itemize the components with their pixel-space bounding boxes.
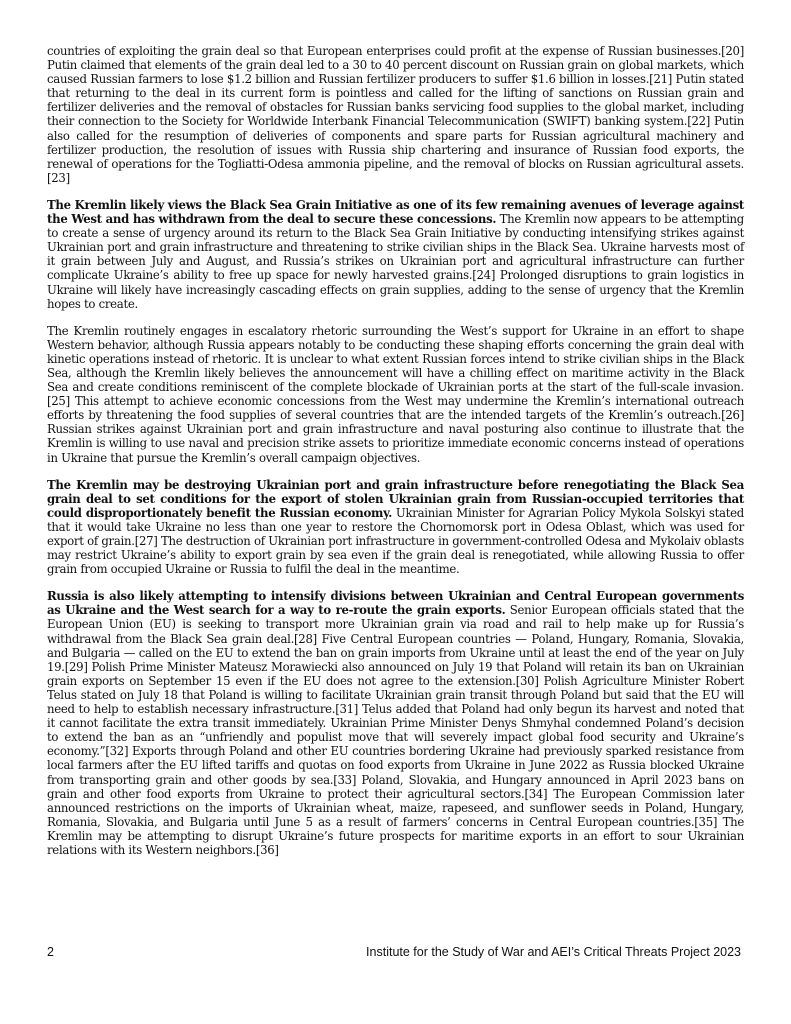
paragraph-text: The Kremlin now appears to be attempting to create a sense of urgency around its return to the Black Sea Grain Initiative by conducting intensifying strikes against Ukrainian port and grain infrastructure and threatening to strike civilian ships in the Black Sea. Ukraine harvests most of it grain between July and August, and Russia’s strikes on Ukrainian port and agricultural infrastructure can further complicate Ukraine’s ability to free up space for newly harvested grains.[24] Prolonged disruptions to grain logistics in Ukraine will likely have increasingly cascading effects on grain supplies, adding to the sense of urgency that the Kremlin hopes to create. — [47, 212, 744, 311]
paragraph-text: Ukrainian Minister for Agrarian Policy Mykola Solskyi stated that it would take Ukraine no less than one year to restore the Chornomorsk port in Odesa Oblast, which was used for export of grain.[27] The destruction of Ukrainian port infrastructure in government-controlled Odesa and Mykolaiv oblasts may restrict Ukraine’s ability to export grain by sea even if the grain deal is renegotiated, while allowing Russia to offer grain from occupied Ukraine or Russia to fulfil the deal in the meantime. — [47, 505, 744, 577]
body-text — [47, 44, 744, 870]
paragraph-text: countries of exploiting the grain deal so that European enterprises could profit at the expense of Russian businesses.[20] Putin claimed that elements of the grain deal led to a 30 to 40 percent discount on Russian grain on global markets, which caused Russian farmers to lose $1.2 billion and Russian fertilizer producers to suffer $1.6 billion in losses.[21] Putin stated that returning to the deal in its current form is pointless and called for the lifting of sanctions on Russian grain and fertilizer deliveries and the removal of obstacles for Russian banks servicing food supplies to the global market, including their connection to the Society for Worldwide Interbank Financial Telecommunication (SWIFT) banking system.[22] Putin also called for the resumption of deliveries of components and spare parts for Russian agricultural machinery and fertilizer production, the resolution of issues with Russia ship chartering and insurance of Russian food exports, the renewal of operations for the Togliatti-Odesa ammonia pipeline, and the removal of blocks on Russian agricultural assets.[23] — [47, 44, 744, 185]
paragraph-lead: The Kremlin may be destroying Ukrainian port and grain infrastructure before renegotiating the Black Sea grain deal to set conditions for the export of stolen Ukrainian grain from Russian-occupied territories that could disproportionately benefit the Russian economy. — [47, 477, 744, 520]
paragraph — [47, 44, 744, 185]
footer-text: Institute for the Study of War and AEI’s Critical Threats Project 2023 — [366, 945, 741, 959]
paragraph — [47, 589, 744, 857]
paragraph-lead: The Kremlin likely views the Black Sea Grain Initiative as one of its few remaining avenues of leverage against the West and has withdrawn from the deal to secure these concessions. — [47, 197, 744, 227]
paragraph-lead: Russia is also likely attempting to intensify divisions between Ukrainian and Central European governments as Ukraine and the West search for a way to re-route the grain exports. — [47, 589, 744, 618]
paragraph — [47, 478, 744, 577]
paragraph — [47, 198, 744, 311]
paragraph-text: Senior European officials stated that the European Union (EU) is seeking to transport more Ukrainian grain via road and rail to help make up for Russia’s withdrawal from the Black Sea grain deal.[28] Five Central European countries — Poland, Hungary, Romania, Slovakia, and Bulgaria — called on the EU to extend the ban on grain imports from Ukraine until at least the end of the year on July 19.[29] Polish Prime Minister Mateusz Morawiecki also announced on July 19 that Poland will retain its ban on Ukrainian grain exports on September 15 even if the EU does not agree to the extension.[30] Polish Agriculture Minister Robert Telus stated on July 18 that Poland is willing to facilitate Ukrainian grain transit through Poland but said that the EU will need to help to establish necessary infrastructure.[31] Telus added that Poland had only begun its harvest and noted that it cannot facilitate the extra transit immediately. Ukrainian Prime Minister Denys Shmyhal condemned Poland’s decision to extend the ban as an “unfriendly and populist move that will severely impact global food security and Ukraine’s economy.”[32] Exports through Poland and other EU countries bordering Ukraine had previously sparked resistance from local farmers after the EU lifted tariffs and quotas on food exports from Ukraine in June 2022 as Russia blocked Ukraine from transporting grain and other goods by sea.[33] Poland, Slovakia, and Hungary announced in April 2023 bans on grain and other food exports from Ukraine to protect their agricultural sectors.[34] The European Commission later announced restrictions on the imports of Ukrainian wheat, maize, rapeseed, and sunflower seeds in Poland, Hungary, Romania, Slovakia, and Bulgaria until June 5 as a result of farmers’ concerns in Central European countries.[35] The Kremlin may be attempting to disrupt Ukraine’s future prospects for maritime exports in an effort to sour Ukrainian relations with its Western neighbors.[36] — [47, 603, 744, 857]
page-footer — [47, 945, 744, 961]
page-number: 2 — [47, 945, 54, 959]
paragraph-text: The Kremlin routinely engages in escalatory rhetoric surrounding the West’s support for Ukraine in an effort to shape Western behavior, although Russia appears notably to be conducting these shaping efforts concerning the grain deal with kinetic operations instead of rhetoric. It is unclear to what extent Russian forces intend to strike civilian ships in the Black Sea, although the Kremlin likely believes the announcement will have a chilling effect on maritime activity in the Black Sea and create conditions reminiscent of the complete blockade of Ukrainian ports at the start of the full-scale invasion.[25] This attempt to achieve economic concessions from the West may undermine the Kremlin’s international outreach efforts by threatening the food supplies of several countries that are the intended targets of the Kremlin’s outreach.[26] Russian strikes against Ukrainian port and grain infrastructure and naval posturing also continue to illustrate that the Kremlin is willing to use naval and precision strike assets to prioritize immediate economic concerns instead of operations in Ukraine that pursue the Kremlin’s overall campaign objectives. — [47, 323, 744, 465]
paragraph — [47, 324, 744, 465]
